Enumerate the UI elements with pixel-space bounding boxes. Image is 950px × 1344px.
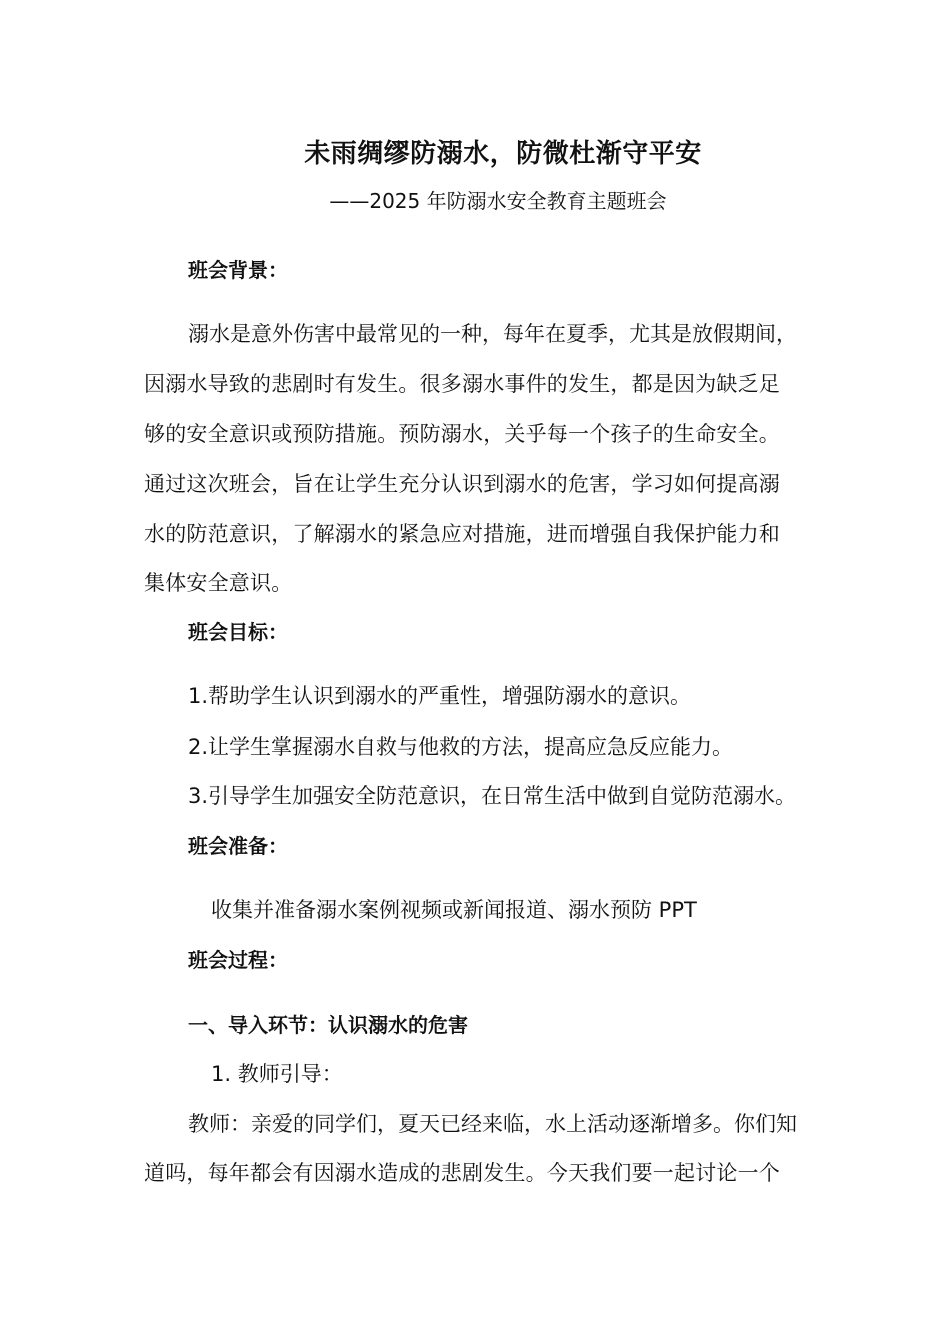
- goals-heading: 班会目标：: [188, 620, 288, 644]
- part1-heading: 一、导入环节：认识溺水的危害: [188, 1013, 468, 1037]
- step1-label: 1. 教师引导：: [211, 1062, 343, 1086]
- goal-item: 2.让学生掌握溺水自救与他救的方法，提高应急反应能力。: [188, 735, 734, 759]
- background-heading: 班会背景：: [188, 258, 288, 282]
- goal-item: 1.帮助学生认识到溺水的严重性，增强防溺水的意识。: [188, 684, 692, 708]
- background-line: 水的防范意识，了解溺水的紧急应对措施，进而增强自我保护能力和: [144, 522, 780, 546]
- background-line: 够的安全意识或预防措施。预防溺水，关乎每一个孩子的生命安全。: [144, 422, 780, 446]
- document-subtitle: ——2025 年防溺水安全教育主题班会: [329, 189, 667, 213]
- background-line: 集体安全意识。: [144, 571, 293, 595]
- background-line: 溺水是意外伤害中最常见的一种，每年在夏季，尤其是放假期间，: [188, 322, 797, 346]
- background-line: 因溺水导致的悲剧时有发生。很多溺水事件的发生，都是因为缺乏足: [144, 372, 780, 396]
- document-title: 未雨绸缪防溺水，防微杜渐守平安: [304, 139, 702, 169]
- process-line: 道吗，每年都会有因溺水造成的悲剧发生。今天我们要一起讨论一个: [144, 1161, 780, 1185]
- background-line: 通过这次班会，旨在让学生充分认识到溺水的危害，学习如何提高溺: [144, 472, 780, 496]
- process-heading: 班会过程：: [188, 948, 288, 972]
- process-line: 教师：亲爱的同学们，夏天已经来临，水上活动逐渐增多。你们知: [188, 1112, 797, 1136]
- preparation-text: 收集并准备溺水案例视频或新闻报道、溺水预防 PPT: [211, 898, 697, 922]
- preparation-heading: 班会准备：: [188, 834, 288, 858]
- goal-item: 3.引导学生加强安全防范意识，在日常生活中做到自觉防范溺水。: [188, 784, 797, 808]
